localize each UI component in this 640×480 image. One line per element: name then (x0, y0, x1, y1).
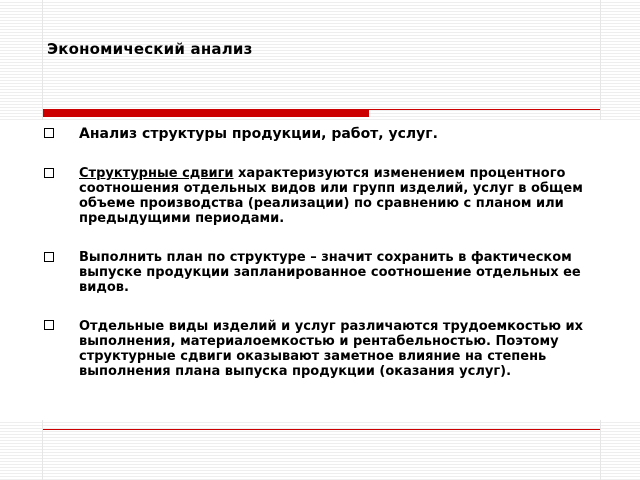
bullet-item-structure-analysis: Анализ структуры продукции, работ, услуг. (79, 126, 438, 142)
slide-content (0, 120, 640, 420)
square-bullet-icon (44, 252, 54, 262)
square-bullet-icon (44, 128, 54, 138)
structural-shifts-definition: характеризуются изменением процентного соотношения отдельных видов или групп изделий, услуг в общем объеме производства (реализации) по сравнению с планом или предыдущими периодами. (79, 166, 583, 226)
title-divider (43, 107, 600, 117)
slide-title: Экономический анализ (47, 40, 253, 58)
title-area (0, 0, 640, 100)
square-bullet-icon (44, 320, 54, 330)
term-structural-shifts: Структурные сдвиги (79, 166, 234, 181)
bullet-item-product-types: Отдельные виды изделий и услуг различаются трудоемкостью их выполнения, материалоемкостью и рентабельностью. Поэтому структурные сдвиги оказывают заметное влияние на степень выполнения плана выпуска продукции (оказания услуг). (79, 319, 583, 379)
title-divider-thick-bar (43, 110, 369, 117)
bottom-divider (43, 429, 600, 430)
square-bullet-icon (44, 168, 54, 178)
bullet-item-plan-structure: Выполнить план по структуре – значит сохранить в фактическом выпуске продукции запланированное соотношение отдельных ее видов. (79, 250, 581, 295)
bullet-item-structural-shifts (79, 166, 599, 226)
